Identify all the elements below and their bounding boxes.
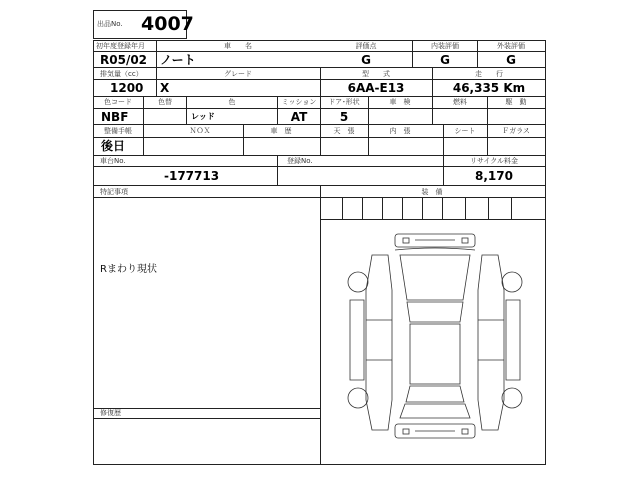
sunroof-label: 天 張 [333, 127, 355, 135]
door-label: ドア･形状 [328, 98, 360, 106]
notes-text: Rまわり現状 [100, 264, 157, 275]
color-code-label: 色コード [104, 98, 132, 106]
score-value: G [361, 53, 371, 67]
transmission-label: ミッション [281, 98, 317, 106]
inspection-label: 車 検 [389, 98, 411, 106]
color-value: レッド [191, 112, 215, 121]
manual-label: 整備手帳 [104, 127, 132, 135]
mileage-label: 走 行 [475, 70, 503, 78]
displacement-label: 排気量（cc） [100, 70, 143, 78]
exterior-score-value: G [506, 53, 516, 67]
door-value: 5 [339, 110, 349, 124]
registration-label: 登録No. [287, 157, 313, 165]
year-value: R05/02 [100, 53, 148, 67]
grade-value: X [160, 81, 170, 95]
score-label: 評価点 [355, 42, 377, 50]
interior-trim-label: 内 張 [389, 127, 411, 135]
chassis-value: -177713 [164, 169, 220, 183]
drive-label: 駆 動 [505, 98, 527, 106]
recycle-label: リサイクル料金 [469, 157, 519, 165]
equipment-label: 装 備 [421, 188, 443, 196]
color-change-label: 色替 [158, 98, 172, 106]
model-label: 型 式 [362, 70, 390, 78]
color-label: 色 [228, 98, 236, 106]
history-label: 車 歴 [270, 127, 292, 135]
grade-label: グレード [224, 70, 252, 78]
glass-label: Ｆガラス [502, 127, 530, 135]
color-code-value: NBF [101, 110, 129, 124]
seat-label: シート [454, 127, 476, 135]
lot-label: 出品No. [97, 20, 123, 28]
interior-score-label: 内装評価 [431, 42, 459, 50]
recycle-value: 8,170 [475, 169, 513, 183]
exterior-score-label: 外装評価 [497, 42, 525, 50]
interior-score-value: G [440, 53, 450, 67]
car-name-label: 車 名 [224, 42, 252, 50]
year-label: 初年度登録年月 [96, 42, 145, 50]
notes-label: 特記事項 [100, 188, 128, 196]
car-name-value: ノート [160, 53, 196, 67]
mileage-value: 46,335 Km [452, 81, 526, 95]
manual-value: 後日 [101, 139, 126, 153]
chassis-label: 車台No. [100, 157, 126, 165]
displacement-value: 1200 [110, 81, 144, 95]
transmission-value: AT [290, 110, 308, 124]
model-value: 6AA-E13 [347, 81, 405, 95]
lot-number: 4007 [141, 13, 194, 35]
repair-label: 修復歴 [100, 409, 121, 417]
car-diagram [348, 234, 522, 438]
nox-label: ＮＯＸ [189, 127, 211, 135]
fuel-label: 燃料 [453, 98, 467, 106]
